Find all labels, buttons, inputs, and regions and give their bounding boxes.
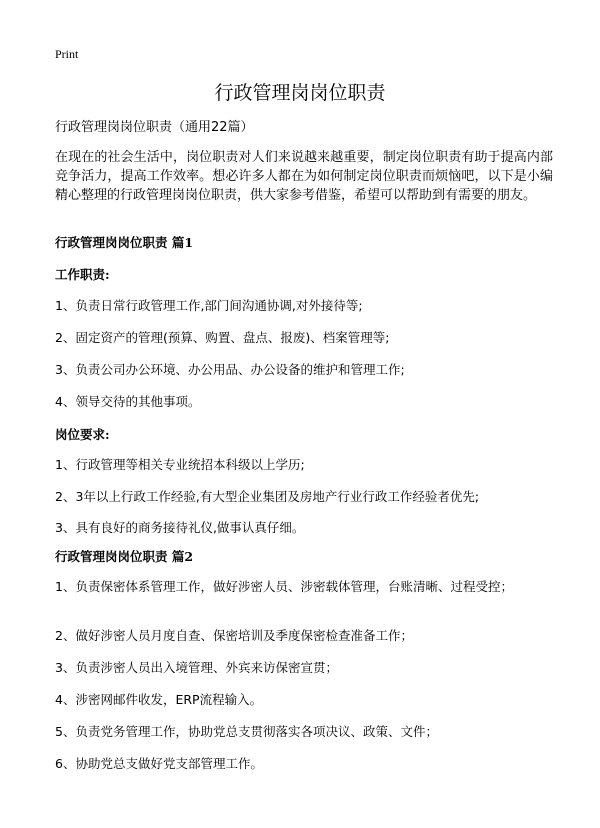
section-heading-2: 行政管理岗岗位职责 篇2 xyxy=(55,549,194,564)
list-item: 3、负责公司办公环境、办公用品、办公设备的维护和管理工作; xyxy=(55,362,405,377)
list-item: 1、负责保密体系管理工作，做好涉密人员、涉密载体管理，台账清晰、过程受控； xyxy=(55,579,513,594)
page-title: 行政管理岗岗位职责 xyxy=(214,82,386,104)
document-subtitle: 行政管理岗岗位职责（通用22篇） xyxy=(55,120,254,135)
list-item: 1、行政管理等相关专业统招本科级以上学历; xyxy=(55,457,305,472)
list-item: 4、涉密网邮件收发，ERP流程输入。 xyxy=(55,692,263,707)
section-heading-1: 行政管理岗岗位职责 篇1 xyxy=(55,235,194,250)
list-item: 4、领导交待的其他事项。 xyxy=(55,394,201,409)
duties-heading: 工作职责: xyxy=(55,267,110,282)
list-item: 5、负责党务管理工作，协助党总支贯彻落实各项决议、政策、文件； xyxy=(55,724,438,739)
requirements-heading: 岗位要求: xyxy=(55,427,110,442)
list-item: 6、协助党总支做好党支部管理工作。 xyxy=(55,756,263,771)
intro-paragraph: 在现在的社会生活中，岗位职责对人们来说越来越重要，制定岗位职责有助于提高内部竞争活力，提高工作效率。想必许多人都在为如何制定岗位职责而烦恼吧，以下是小编精心整理的行政管理岗岗位职责，供大家参考借鉴，希望可以帮助到有需要的朋友。 xyxy=(55,150,553,203)
list-item: 2、3年以上行政工作经验,有大型企业集团及房地产行业行政工作经验者优先; xyxy=(55,489,480,504)
list-item: 3、具有良好的商务接待礼仪,做事认真仔细。 xyxy=(55,520,305,535)
list-item: 1、负责日常行政管理工作,部门间沟通协调,对外接待等; xyxy=(55,298,363,313)
list-item: 3、负责涉密人员出入境管理、外宾来访保密宣贯； xyxy=(55,660,338,675)
list-item: 2、固定资产的管理(预算、购置、盘点、报废)、档案管理等; xyxy=(55,330,390,345)
list-item: 2、做好涉密人员月度自查、保密培训及季度保密检查准备工作； xyxy=(55,628,413,643)
print-link[interactable]: Print xyxy=(55,47,79,61)
